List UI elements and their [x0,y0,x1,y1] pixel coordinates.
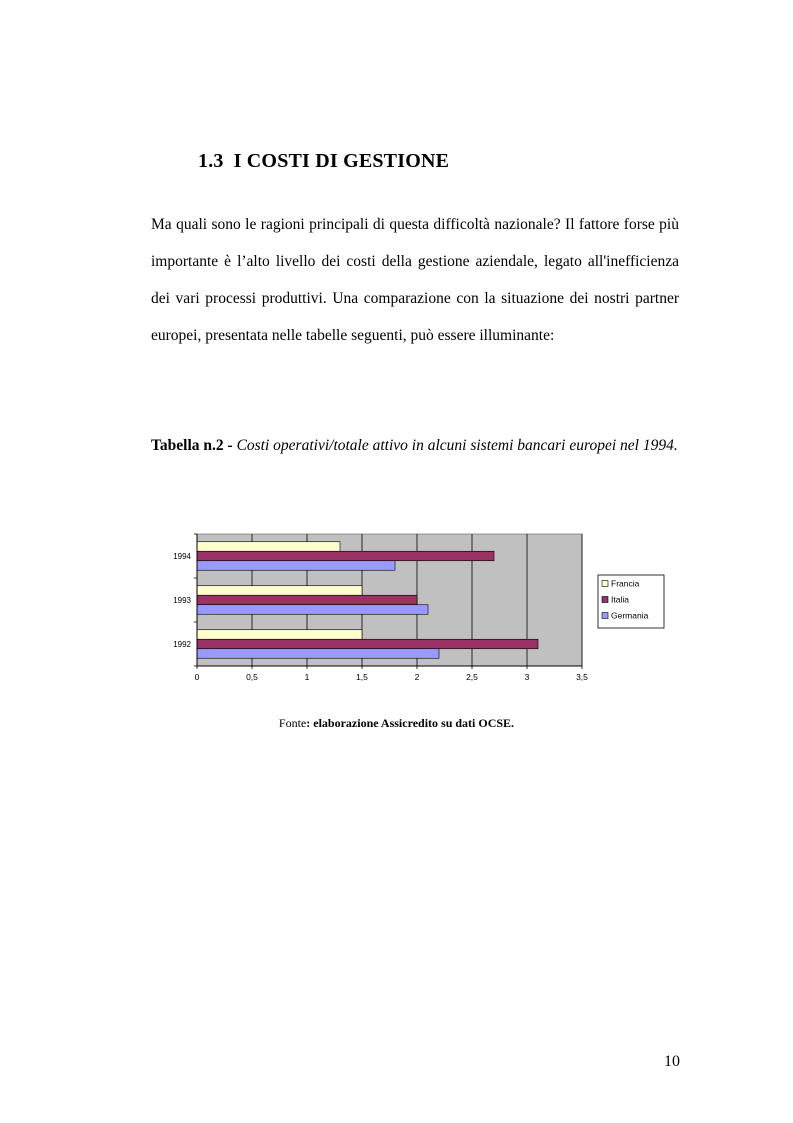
table-caption-description: Costi operativi/totale attivo in alcuni sistemi bancari europei nel 1994. [236,437,678,454]
table-caption [151,427,679,464]
bar [197,630,362,640]
source-text: : elaborazione Assicredito su dati OCSE. [306,716,515,730]
x-tick-label: 3 [524,672,530,682]
x-tick-label: 0 [194,672,200,682]
bar [197,595,417,605]
x-tick-label: 2,5 [466,672,478,682]
x-tick-label: 2 [414,672,420,682]
legend-label: Italia [611,594,629,605]
bar [197,561,395,571]
y-tick-label: 1992 [173,640,191,649]
bar [197,586,362,596]
bar [197,542,340,552]
x-tick-label: 0,5 [246,672,258,682]
bar [197,639,538,649]
section-title: I COSTI DI GESTIONE [233,150,450,172]
table-caption-label: Tabella n.2 - [151,437,233,454]
x-tick-label: 3,5 [576,672,588,682]
y-tick-label: 1994 [173,552,191,561]
y-tick-label: 1993 [173,596,191,605]
source-prefix: Fonte [278,716,307,730]
chart-source [0,716,793,731]
legend-swatch [602,613,608,619]
legend-swatch [602,597,608,603]
section-heading [198,150,449,173]
legend-swatch [602,581,608,587]
section-number: 1.3 [198,150,224,172]
page-number: 10 [664,1053,680,1070]
bar-chart [150,528,680,698]
legend-label: Francia [611,578,640,589]
bar [197,605,428,615]
bar [197,649,439,659]
x-tick-label: 1,5 [356,672,368,682]
x-tick-label: 1 [304,672,310,682]
bar [197,551,494,561]
body-paragraph: Ma quali sono le ragioni principali di questa difficoltà nazionale? Il fattore forse più importante è l’alto livello dei costi della gestione aziendale, legato all'inefficienza dei vari processi produttivi. Una comparazione con la situazione dei nostri partner europei, presentata nelle tabelle seguenti, può essere illuminante: [151,216,679,344]
legend-label: Germania [611,610,649,621]
